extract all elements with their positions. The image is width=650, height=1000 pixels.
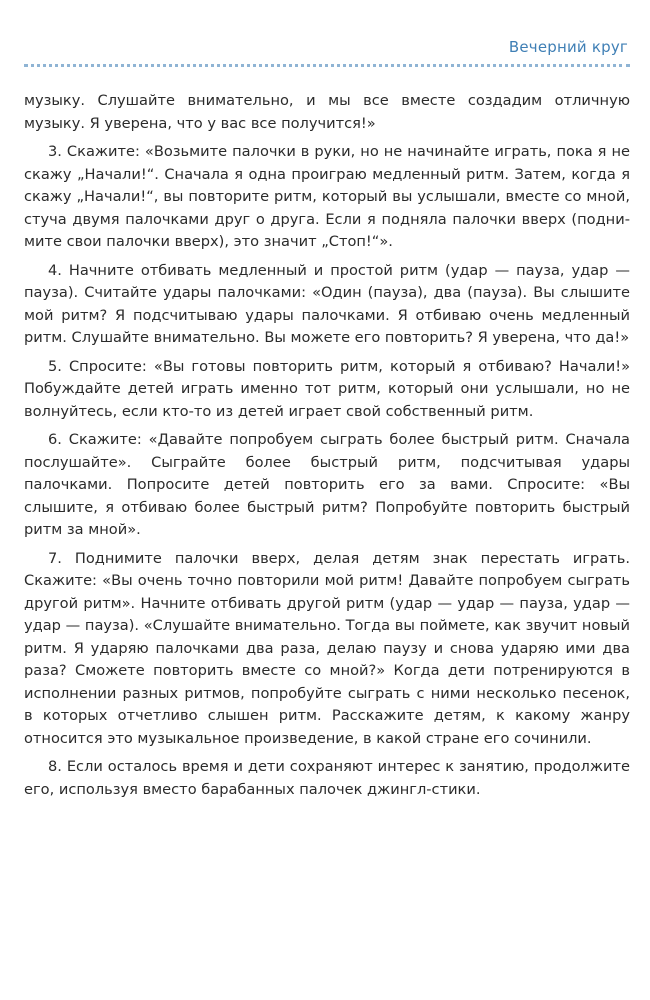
dotted-header-rule [24, 64, 630, 67]
paragraph-step-5: 5. Спросите: «Вы готовы повторить ритм, который я отбиваю? Начали!» Побуждайте детей играть именно тот ритм, который они услышали, но не волнуйтесь, если кто-то из детей играет свой собственный ритм. [24, 357, 630, 420]
running-header: Вечерний круг [508, 38, 628, 56]
paragraph-step-7: 7. Поднимите палочки вверх, делая детям знак перестать играть. Скажите: «Вы очень точно повторили мой ритм! Давайте попробуем сыграть другой ритм». Начните отбивать другой ритм (удар — удар — пауза, удар — удар — пауза). «Слушайте внимательно. Тогда вы поймете, как звучит новый ритм. Я ударяю палочками два раза, делаю паузу и снова ударяю ими два раза? Сможете повторить вместе со мной?» Когда дети потренируются в исполнении разных ритмов, попробуйте сыграть с ними несколько песенок, в которых отчетливо слышен ритм. Расскажите детям, к какому жанру относится это музыкальное произведение, в какой стране его сочинили. [24, 549, 630, 747]
paragraph-step-6: 6. Скажите: «Давайте попробуем сыграть более быстрый ритм. Сначала послушайте». Сыграйте более быстрый ритм, подсчитывая удары палочками. Попросите детей повторить его за вами. Спросите: «Вы слышите, я отбиваю более быстрый ритм? Попробуйте повторить быстрый ритм за мной». [24, 431, 630, 538]
body-text [24, 90, 630, 807]
paragraph-step-4: 4. Начните отбивать медленный и простой ритм (удар — пауза, удар — пауза). Считайте удары палочками: «Один (пауза), два (пауза). Вы слышите мой ритм? Я подсчитываю удары палочками. Я отбиваю очень медленный ритм. Слушайте внимательно. Вы можете его повторить? Я уверена, что да!» [24, 261, 630, 346]
paragraph-step-3: 3. Скажите: «Возьмите палочки в руки, но не начинайте играть, пока я не скажу „Начали!“. Сначала я одна проиграю медленный ритм. Затем, когда я скажу „Начали!“, вы повторите ритм, который вы услышали, вместе со мной, стуча двумя палочками друг о друга. Если я подняла палочки вверх (поднимите свои палочки вверх), это значит „Стоп!“». [24, 143, 630, 250]
paragraph-continued: музыку. Слушайте внимательно, и мы все вместе создадим отличную музыку. Я уверена, что у вас все получится!» [24, 92, 630, 132]
paragraph-step-8: 8. Если осталось время и дети сохраняют интерес к занятию, продолжите его, используя вместо барабанных палочек джингл-стики. [24, 758, 630, 798]
